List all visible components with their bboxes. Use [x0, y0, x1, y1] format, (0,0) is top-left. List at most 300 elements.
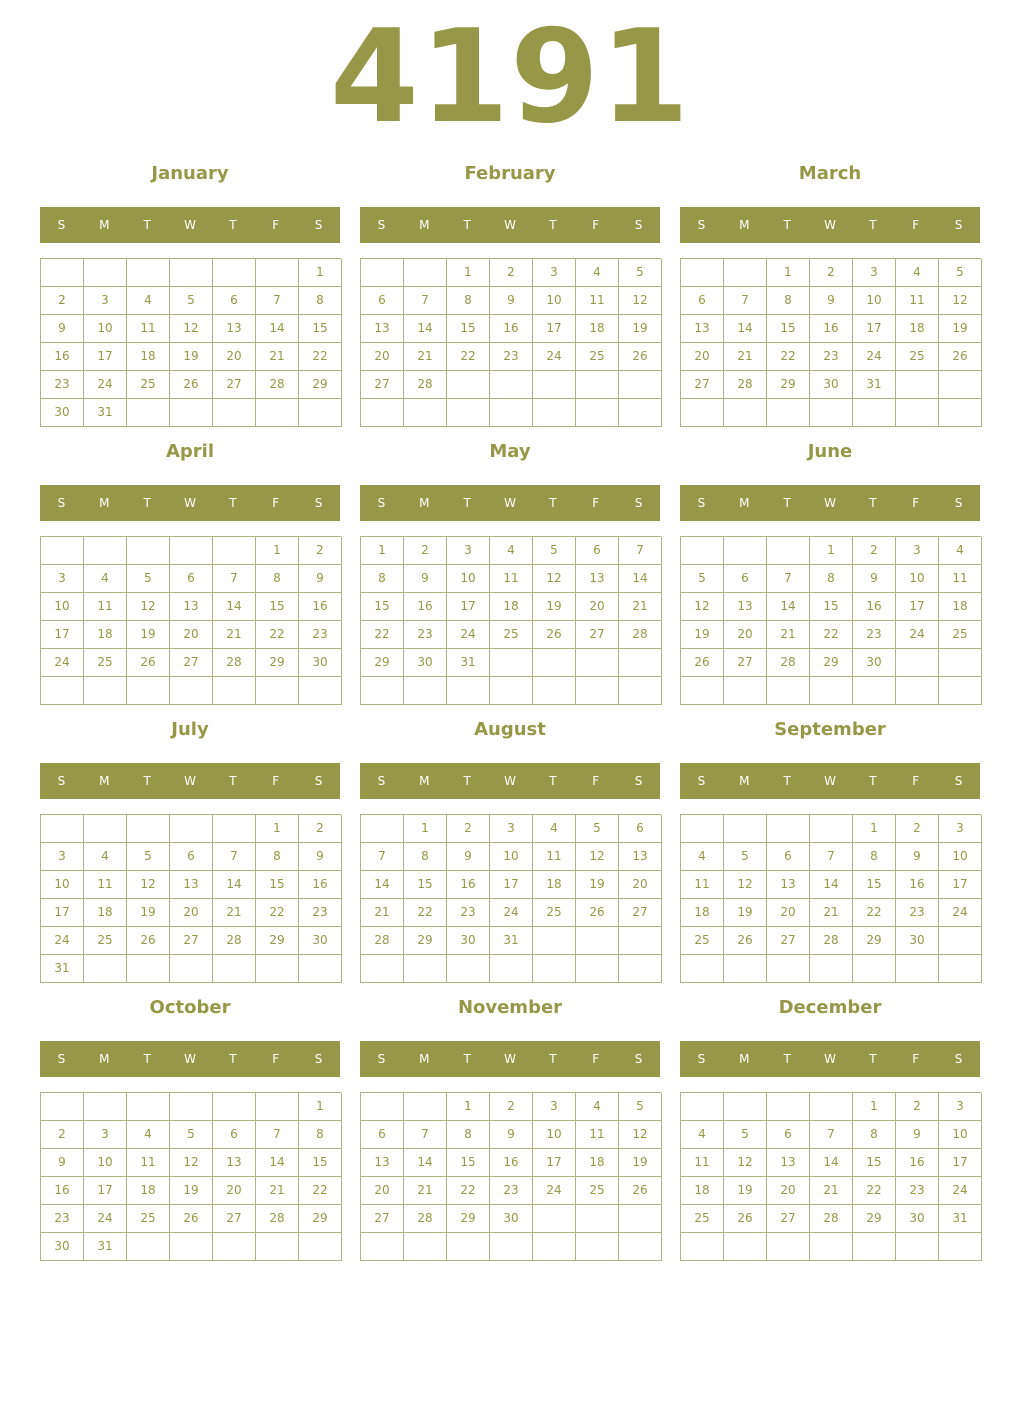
day-cell: 10 — [939, 1121, 982, 1149]
empty-day-cell — [404, 399, 447, 427]
weekday-header: T — [143, 774, 151, 788]
day-cell: 24 — [939, 899, 982, 927]
empty-day-cell — [810, 815, 853, 843]
day-cell: 21 — [256, 343, 299, 371]
day-cell: 31 — [84, 399, 127, 427]
day-cell: 13 — [619, 843, 662, 871]
day-cell: 11 — [939, 565, 982, 593]
empty-day-cell — [213, 537, 256, 565]
day-cell: 15 — [256, 871, 299, 899]
empty-day-cell — [213, 259, 256, 287]
day-cell: 18 — [576, 315, 619, 343]
weekday-header: S — [377, 1052, 386, 1066]
day-cell: 2 — [810, 259, 853, 287]
empty-day-cell — [533, 371, 576, 399]
empty-day-cell — [533, 649, 576, 677]
day-cell: 26 — [619, 1177, 662, 1205]
day-cell: 25 — [939, 621, 982, 649]
empty-day-cell — [127, 1093, 170, 1121]
empty-day-cell — [533, 677, 576, 705]
weekday-header: T — [869, 218, 877, 232]
day-cell: 25 — [576, 1177, 619, 1205]
empty-day-cell — [576, 955, 619, 983]
day-cell: 21 — [724, 343, 767, 371]
empty-day-cell — [361, 259, 404, 287]
empty-day-cell — [447, 955, 490, 983]
empty-day-cell — [533, 927, 576, 955]
day-cell: 24 — [533, 1177, 576, 1205]
day-cell: 11 — [681, 871, 724, 899]
day-cell: 9 — [299, 843, 342, 871]
empty-day-cell — [810, 1093, 853, 1121]
empty-day-cell — [576, 677, 619, 705]
empty-day-cell — [724, 399, 767, 427]
weekday-header: M — [739, 496, 750, 510]
weekday-header: W — [824, 218, 836, 232]
day-cell: 13 — [724, 593, 767, 621]
empty-day-cell — [896, 371, 939, 399]
empty-day-cell — [767, 537, 810, 565]
day-cell: 9 — [490, 1121, 533, 1149]
empty-day-cell — [681, 815, 724, 843]
day-cell: 3 — [896, 537, 939, 565]
empty-day-cell — [490, 677, 533, 705]
empty-day-cell — [576, 927, 619, 955]
day-cell: 9 — [404, 565, 447, 593]
weekday-header: T — [143, 1052, 151, 1066]
day-cell: 16 — [896, 871, 939, 899]
day-cell: 13 — [170, 593, 213, 621]
day-cell: 17 — [533, 315, 576, 343]
empty-day-cell — [724, 955, 767, 983]
day-cell: 24 — [41, 649, 84, 677]
day-cell: 6 — [213, 287, 256, 315]
weekday-header: T — [783, 218, 791, 232]
day-cell: 10 — [490, 843, 533, 871]
empty-day-cell — [681, 955, 724, 983]
day-cell: 11 — [127, 1149, 170, 1177]
day-cell: 2 — [853, 537, 896, 565]
day-cell: 4 — [939, 537, 982, 565]
day-cell: 13 — [681, 315, 724, 343]
empty-day-cell — [84, 1093, 127, 1121]
day-cell: 18 — [84, 621, 127, 649]
empty-day-cell — [41, 259, 84, 287]
day-cell: 16 — [810, 315, 853, 343]
weekday-header: F — [592, 1052, 600, 1066]
weekday-header: M — [739, 1052, 750, 1066]
day-cell: 8 — [299, 287, 342, 315]
day-cell: 7 — [810, 1121, 853, 1149]
weekday-header-bar — [360, 485, 660, 521]
weekday-header: W — [504, 1052, 516, 1066]
month-name: July — [171, 719, 209, 740]
day-cell: 5 — [533, 537, 576, 565]
day-cell: 9 — [299, 565, 342, 593]
day-cell: 25 — [127, 371, 170, 399]
weekday-header: F — [912, 496, 920, 510]
day-cell: 27 — [767, 927, 810, 955]
day-cell: 22 — [256, 621, 299, 649]
day-cell: 21 — [619, 593, 662, 621]
day-grid — [40, 258, 341, 427]
empty-day-cell — [41, 815, 84, 843]
day-cell: 8 — [361, 565, 404, 593]
day-cell: 18 — [533, 871, 576, 899]
day-cell: 27 — [213, 371, 256, 399]
day-cell: 19 — [170, 343, 213, 371]
day-cell: 3 — [939, 815, 982, 843]
weekday-header: T — [783, 774, 791, 788]
day-cell: 11 — [84, 593, 127, 621]
weekday-header: F — [592, 218, 600, 232]
empty-day-cell — [256, 955, 299, 983]
day-cell: 19 — [619, 1149, 662, 1177]
year-title: 4191 — [329, 3, 691, 152]
weekday-header-bar — [680, 763, 980, 799]
day-cell: 23 — [447, 899, 490, 927]
day-cell: 27 — [724, 649, 767, 677]
empty-day-cell — [127, 399, 170, 427]
day-cell: 18 — [127, 1177, 170, 1205]
weekday-header: S — [57, 218, 66, 232]
weekday-header-bar — [40, 1041, 340, 1077]
empty-day-cell — [170, 677, 213, 705]
empty-day-cell — [127, 1233, 170, 1261]
weekday-header: S — [954, 218, 963, 232]
empty-day-cell — [404, 1093, 447, 1121]
day-cell: 9 — [41, 315, 84, 343]
weekday-header: W — [504, 496, 516, 510]
day-cell: 7 — [256, 287, 299, 315]
day-cell: 29 — [361, 649, 404, 677]
day-cell: 25 — [84, 649, 127, 677]
day-grid — [680, 536, 981, 705]
day-cell: 24 — [533, 343, 576, 371]
day-cell: 19 — [939, 315, 982, 343]
day-cell: 2 — [404, 537, 447, 565]
day-cell: 24 — [447, 621, 490, 649]
day-cell: 13 — [170, 871, 213, 899]
weekday-header: M — [739, 774, 750, 788]
day-cell: 15 — [361, 593, 404, 621]
day-cell: 15 — [299, 1149, 342, 1177]
day-cell: 30 — [41, 1233, 84, 1261]
day-cell: 4 — [576, 1093, 619, 1121]
day-cell: 1 — [299, 1093, 342, 1121]
empty-day-cell — [404, 1233, 447, 1261]
day-cell: 30 — [896, 927, 939, 955]
weekday-header: S — [314, 218, 323, 232]
day-grid — [360, 814, 661, 983]
empty-day-cell — [767, 1093, 810, 1121]
day-cell: 1 — [853, 815, 896, 843]
day-cell: 17 — [41, 621, 84, 649]
day-cell: 16 — [404, 593, 447, 621]
empty-day-cell — [619, 955, 662, 983]
day-cell: 17 — [41, 899, 84, 927]
day-cell: 1 — [810, 537, 853, 565]
empty-day-cell — [939, 1233, 982, 1261]
day-cell: 21 — [767, 621, 810, 649]
day-cell: 13 — [767, 1149, 810, 1177]
day-cell: 17 — [533, 1149, 576, 1177]
empty-day-cell — [490, 399, 533, 427]
weekday-header: S — [697, 496, 706, 510]
day-cell: 5 — [681, 565, 724, 593]
day-cell: 8 — [853, 1121, 896, 1149]
empty-day-cell — [361, 399, 404, 427]
day-cell: 29 — [810, 649, 853, 677]
day-cell: 27 — [619, 899, 662, 927]
weekday-header: M — [99, 1052, 110, 1066]
day-cell: 4 — [533, 815, 576, 843]
day-cell: 31 — [41, 955, 84, 983]
day-cell: 21 — [256, 1177, 299, 1205]
day-cell: 3 — [84, 287, 127, 315]
day-cell: 1 — [447, 1093, 490, 1121]
day-cell: 21 — [404, 343, 447, 371]
weekday-header: T — [463, 218, 471, 232]
weekday-header-bar — [40, 763, 340, 799]
day-cell: 28 — [361, 927, 404, 955]
weekday-header: W — [824, 1052, 836, 1066]
day-cell: 22 — [299, 1177, 342, 1205]
day-cell: 22 — [853, 899, 896, 927]
day-cell: 2 — [896, 1093, 939, 1121]
day-cell: 2 — [896, 815, 939, 843]
day-cell: 12 — [619, 1121, 662, 1149]
empty-day-cell — [939, 677, 982, 705]
day-cell: 16 — [41, 343, 84, 371]
day-cell: 12 — [576, 843, 619, 871]
month-name: August — [474, 719, 546, 740]
day-cell: 16 — [41, 1177, 84, 1205]
day-cell: 10 — [447, 565, 490, 593]
empty-day-cell — [896, 399, 939, 427]
day-cell: 29 — [256, 649, 299, 677]
day-cell: 15 — [853, 871, 896, 899]
day-cell: 13 — [213, 1149, 256, 1177]
empty-day-cell — [256, 677, 299, 705]
empty-day-cell — [41, 537, 84, 565]
day-cell: 30 — [447, 927, 490, 955]
day-cell: 7 — [810, 843, 853, 871]
day-cell: 7 — [213, 565, 256, 593]
day-cell: 14 — [213, 871, 256, 899]
empty-day-cell — [170, 1233, 213, 1261]
day-cell: 1 — [361, 537, 404, 565]
day-cell: 23 — [41, 371, 84, 399]
day-cell: 27 — [576, 621, 619, 649]
day-cell: 7 — [619, 537, 662, 565]
day-cell: 20 — [619, 871, 662, 899]
empty-day-cell — [619, 1233, 662, 1261]
empty-day-cell — [810, 677, 853, 705]
empty-day-cell — [533, 399, 576, 427]
empty-day-cell — [84, 259, 127, 287]
day-cell: 21 — [213, 899, 256, 927]
empty-day-cell — [256, 1093, 299, 1121]
weekday-header-bar — [680, 1041, 980, 1077]
day-cell: 5 — [576, 815, 619, 843]
day-cell: 3 — [84, 1121, 127, 1149]
day-cell: 12 — [619, 287, 662, 315]
day-cell: 18 — [576, 1149, 619, 1177]
day-cell: 18 — [490, 593, 533, 621]
empty-day-cell — [41, 677, 84, 705]
day-cell: 8 — [853, 843, 896, 871]
day-cell: 23 — [896, 1177, 939, 1205]
weekday-header: S — [697, 1052, 706, 1066]
empty-day-cell — [767, 677, 810, 705]
day-cell: 10 — [533, 1121, 576, 1149]
day-cell: 11 — [127, 315, 170, 343]
day-cell: 19 — [724, 899, 767, 927]
empty-day-cell — [681, 1093, 724, 1121]
weekday-header: S — [697, 218, 706, 232]
day-cell: 24 — [939, 1177, 982, 1205]
weekday-header-bar — [40, 485, 340, 521]
day-cell: 9 — [896, 843, 939, 871]
empty-day-cell — [853, 1233, 896, 1261]
day-cell: 20 — [361, 343, 404, 371]
month-name: March — [798, 163, 862, 184]
empty-day-cell — [576, 1233, 619, 1261]
day-cell: 28 — [256, 371, 299, 399]
day-cell: 14 — [810, 1149, 853, 1177]
weekday-header: S — [954, 496, 963, 510]
month-name: January — [151, 163, 229, 184]
day-grid — [360, 1092, 661, 1261]
day-cell: 29 — [404, 927, 447, 955]
day-cell: 30 — [490, 1205, 533, 1233]
day-cell: 5 — [724, 1121, 767, 1149]
day-cell: 6 — [767, 843, 810, 871]
weekday-header: T — [229, 218, 237, 232]
day-cell: 6 — [619, 815, 662, 843]
empty-day-cell — [767, 399, 810, 427]
day-cell: 14 — [810, 871, 853, 899]
weekday-header: W — [184, 774, 196, 788]
empty-day-cell — [84, 955, 127, 983]
day-grid — [680, 814, 981, 983]
weekday-header: M — [99, 218, 110, 232]
day-cell: 16 — [853, 593, 896, 621]
day-cell: 10 — [84, 1149, 127, 1177]
day-cell: 5 — [170, 287, 213, 315]
weekday-header: S — [314, 1052, 323, 1066]
day-cell: 21 — [810, 899, 853, 927]
empty-day-cell — [724, 677, 767, 705]
weekday-header: M — [419, 218, 430, 232]
day-cell: 20 — [576, 593, 619, 621]
day-cell: 28 — [767, 649, 810, 677]
day-cell: 26 — [681, 649, 724, 677]
empty-day-cell — [256, 399, 299, 427]
empty-day-cell — [213, 1233, 256, 1261]
day-cell: 26 — [724, 1205, 767, 1233]
weekday-header-bar — [360, 763, 660, 799]
day-cell: 24 — [84, 1205, 127, 1233]
empty-day-cell — [170, 815, 213, 843]
day-cell: 17 — [84, 1177, 127, 1205]
empty-day-cell — [576, 371, 619, 399]
empty-day-cell — [533, 1233, 576, 1261]
empty-day-cell — [170, 537, 213, 565]
day-cell: 6 — [170, 843, 213, 871]
weekday-header: T — [463, 1052, 471, 1066]
day-cell: 2 — [299, 815, 342, 843]
empty-day-cell — [533, 1205, 576, 1233]
weekday-header: S — [377, 774, 386, 788]
day-cell: 9 — [810, 287, 853, 315]
day-cell: 14 — [619, 565, 662, 593]
day-cell: 24 — [490, 899, 533, 927]
empty-day-cell — [810, 399, 853, 427]
day-cell: 20 — [170, 899, 213, 927]
empty-day-cell — [853, 955, 896, 983]
empty-day-cell — [170, 259, 213, 287]
weekday-header: M — [99, 496, 110, 510]
day-cell: 30 — [299, 649, 342, 677]
empty-day-cell — [576, 1205, 619, 1233]
weekday-header: S — [314, 496, 323, 510]
day-cell: 7 — [767, 565, 810, 593]
day-cell: 26 — [619, 343, 662, 371]
month-name: February — [464, 163, 556, 184]
weekday-header: S — [377, 496, 386, 510]
day-cell: 18 — [127, 343, 170, 371]
empty-day-cell — [84, 537, 127, 565]
day-cell: 24 — [853, 343, 896, 371]
day-cell: 29 — [767, 371, 810, 399]
day-cell: 12 — [724, 871, 767, 899]
empty-day-cell — [896, 649, 939, 677]
day-cell: 1 — [853, 1093, 896, 1121]
empty-day-cell — [299, 677, 342, 705]
empty-day-cell — [619, 399, 662, 427]
month-name: June — [807, 441, 853, 462]
day-cell: 14 — [724, 315, 767, 343]
day-cell: 22 — [447, 1177, 490, 1205]
day-cell: 12 — [170, 1149, 213, 1177]
day-cell: 30 — [853, 649, 896, 677]
day-cell: 9 — [853, 565, 896, 593]
day-cell: 6 — [724, 565, 767, 593]
day-cell: 22 — [256, 899, 299, 927]
day-cell: 11 — [84, 871, 127, 899]
empty-day-cell — [127, 537, 170, 565]
day-cell: 15 — [404, 871, 447, 899]
day-cell: 19 — [724, 1177, 767, 1205]
weekday-header: W — [184, 1052, 196, 1066]
day-cell: 28 — [213, 649, 256, 677]
day-cell: 22 — [767, 343, 810, 371]
empty-day-cell — [170, 399, 213, 427]
day-cell: 2 — [41, 287, 84, 315]
day-cell: 8 — [404, 843, 447, 871]
weekday-header: M — [419, 1052, 430, 1066]
weekday-header: T — [143, 218, 151, 232]
day-cell: 31 — [939, 1205, 982, 1233]
day-grid — [360, 258, 661, 427]
day-cell: 11 — [896, 287, 939, 315]
day-cell: 12 — [939, 287, 982, 315]
day-cell: 17 — [853, 315, 896, 343]
day-cell: 14 — [256, 1149, 299, 1177]
day-cell: 21 — [361, 899, 404, 927]
